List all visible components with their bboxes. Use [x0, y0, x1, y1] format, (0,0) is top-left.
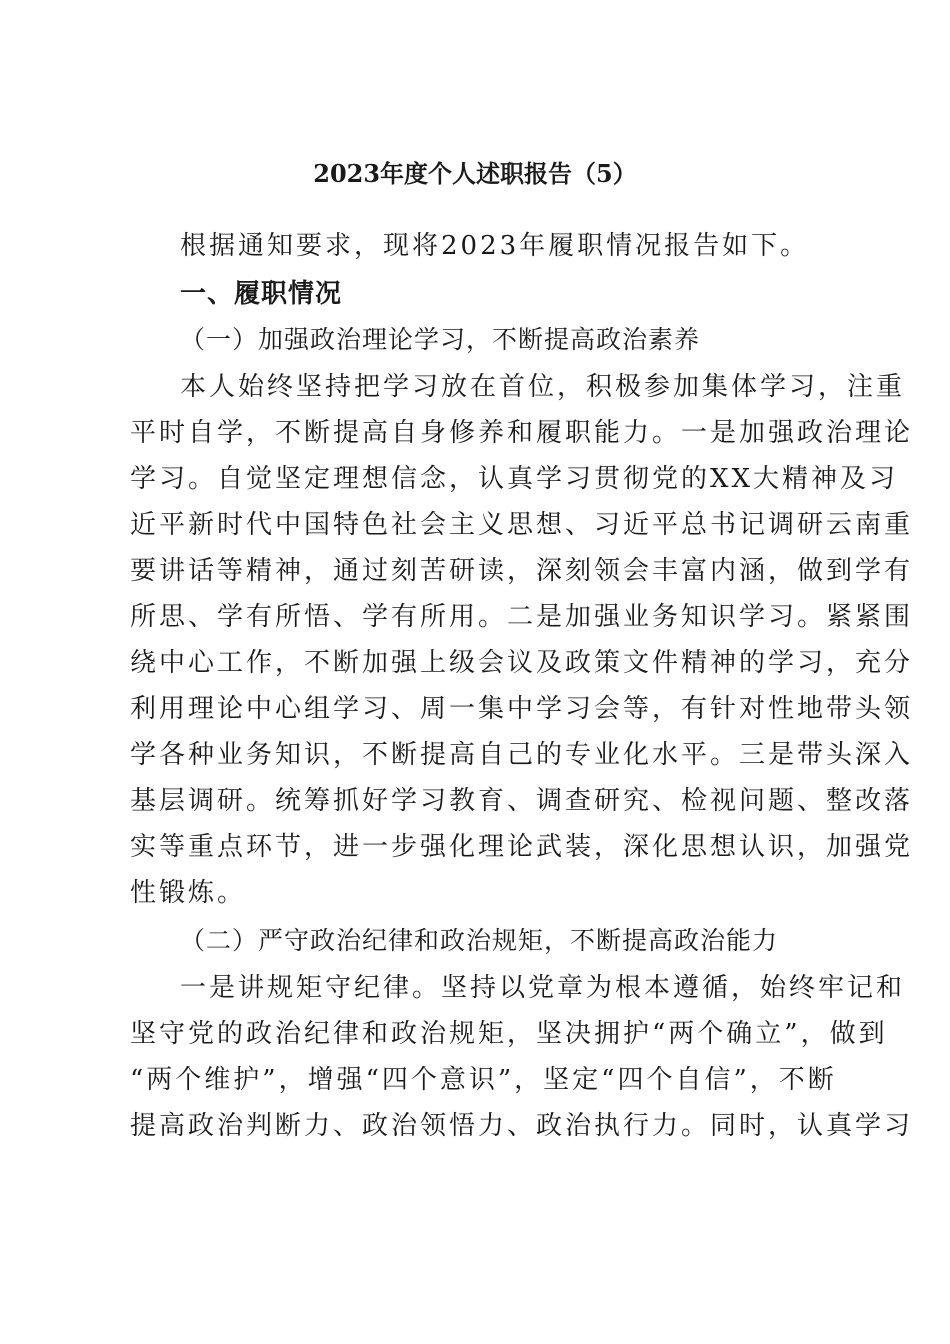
- paragraph-line: 一是讲规矩守纪律。坚持以党章为根本遵循，始终牢记和: [180, 973, 906, 1003]
- paragraph-line: 性锻炼。: [130, 878, 247, 908]
- paragraph-line: 坚守党的政治纪律和政治规矩，坚决拥护“两个确立”，做到: [130, 1019, 888, 1049]
- document-title: 2023年度个人述职报告（5）: [313, 159, 637, 188]
- paragraph-line: 学各种业务知识，不断提高自己的专业化水平。三是带头深入: [130, 740, 914, 770]
- paragraph-line: “两个维护”，增强“四个意识”，坚定“四个自信”，不断: [130, 1065, 837, 1095]
- subsection-heading-1: （一）加强政治理论学习，不断提高政治素养: [180, 325, 701, 354]
- section-heading-1: 一、履职情况: [180, 279, 343, 309]
- paragraph-line: 利用理论中心组学习、周一集中学习会等，有针对性地带头领: [130, 694, 914, 724]
- paragraph-line: 平时自学，不断提高自身修养和履职能力。一是加强政治理论: [130, 418, 914, 448]
- paragraph-line: 本人始终坚持把学习放在首位，积极参加集体学习，注重: [180, 372, 906, 402]
- paragraph-line: 基层调研。统筹抓好学习教育、调查研究、检视问题、整改落: [130, 786, 914, 816]
- intro-paragraph: 根据通知要求，现将2023年履职情况报告如下。: [180, 231, 810, 261]
- subsection-heading-2: （二）严守政治纪律和政治规矩，不断提高政治能力: [180, 926, 779, 955]
- paragraph-line: 要讲话等精神，通过刻苦研读，深刻领会丰富内涵，做到学有: [130, 556, 914, 586]
- paragraph-line: 学习。自觉坚定理想信念，认真学习贯彻党的XX大精神及习: [130, 464, 899, 494]
- paragraph-line: 提高政治判断力、政治领悟力、政治执行力。同时，认真学习: [130, 1111, 914, 1141]
- paragraph-line: 实等重点环节，进一步强化理论武装，深化思想认识，加强党: [130, 832, 914, 862]
- paragraph-line: 所思、学有所悟、学有所用。二是加强业务知识学习。紧紧围: [130, 602, 914, 632]
- paragraph-line: 绕中心工作，不断加强上级会议及政策文件精神的学习，充分: [130, 648, 914, 678]
- paragraph-line: 近平新时代中国特色社会主义思想、习近平总书记调研云南重: [130, 510, 914, 540]
